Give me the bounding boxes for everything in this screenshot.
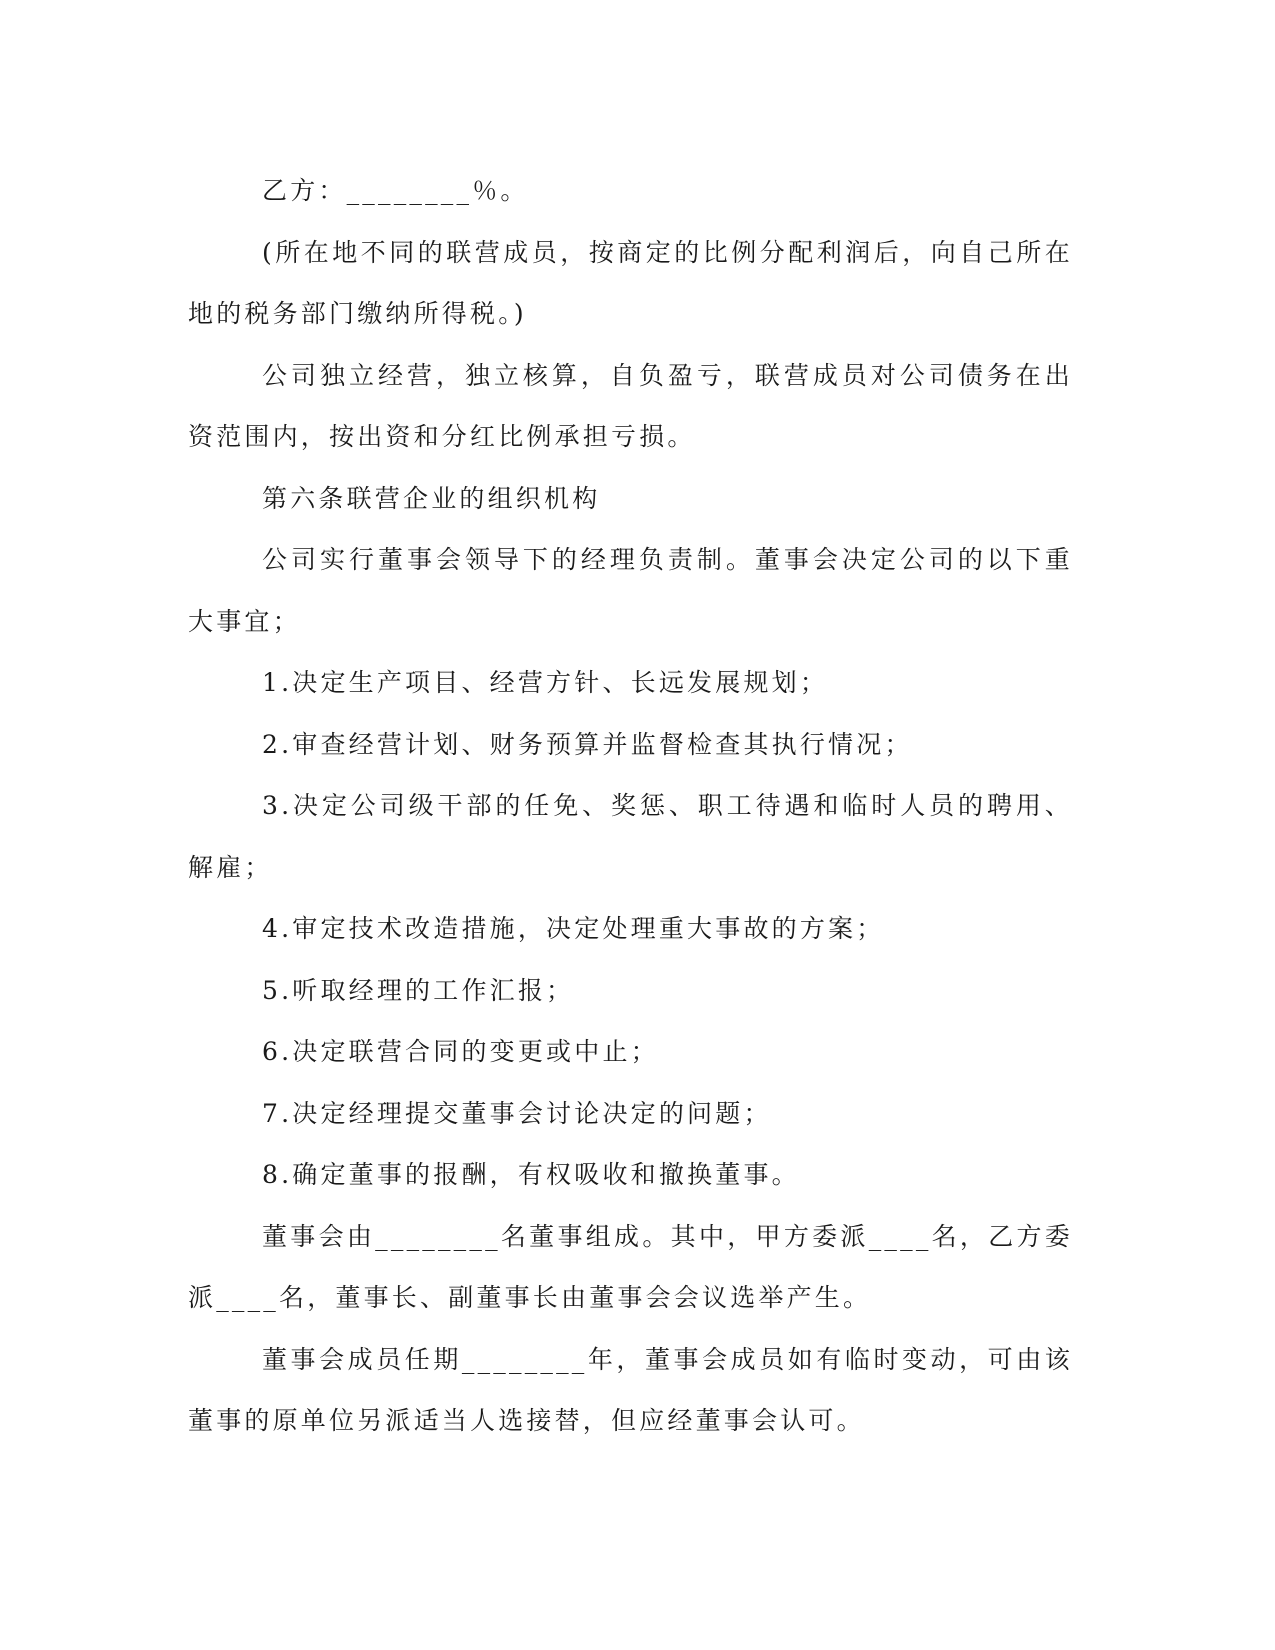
paragraph-board-responsibility: 公司实行董事会领导下的经理负责制。董事会决定公司的以下重大事宜； [188,545,1073,636]
paragraph-independent-accounting: 公司独立经营，独立核算，自负盈亏，联营成员对公司债务在出资范围内，按出资和分红比例承担亏损。 [188,360,1073,451]
list-item-5: 5.听取经理的工作汇报； [262,975,575,1005]
list-item-7: 7.决定经理提交董事会讨论决定的问题； [262,1098,772,1128]
article-six-heading: 第六条联营企业的组织机构 [262,483,601,513]
paragraph-tax-note: (所在地不同的联营成员，按商定的比例分配利润后，向自己所在地的税务部门缴纳所得税。) [188,237,1073,328]
list-item-2: 2.审查经营计划、财务预算并监督检查其执行情况； [262,729,913,759]
document-body [188,160,1073,1452]
list-item-4: 4.审定技术改造措施，决定处理重大事故的方案； [262,914,885,943]
paragraph-board-composition: 董事会由________名董事组成。其中，甲方委派____名，乙方委派____名，董事长、副董事长由董事会会议选举产生。 [188,1221,1073,1312]
list-item-8: 8.确定董事的报酬，有权吸收和撤换董事。 [262,1160,800,1189]
paragraph-board-term: 董事会成员任期________年，董事会成员如有临时变动，可由该董事的原单位另派适当人选接替，但应经董事会认可。 [188,1344,1073,1435]
list-item-6: 6.决定联营合同的变更或中止； [262,1037,659,1066]
list-item-3: 3.决定公司级干部的任免、奖惩、职工待遇和临时人员的聘用、解雇； [188,791,1073,882]
paragraph-party-b-share: 乙方：________％。 [262,176,529,205]
list-item-1: 1.决定生产项目、经营方针、长远发展规划； [262,668,829,697]
